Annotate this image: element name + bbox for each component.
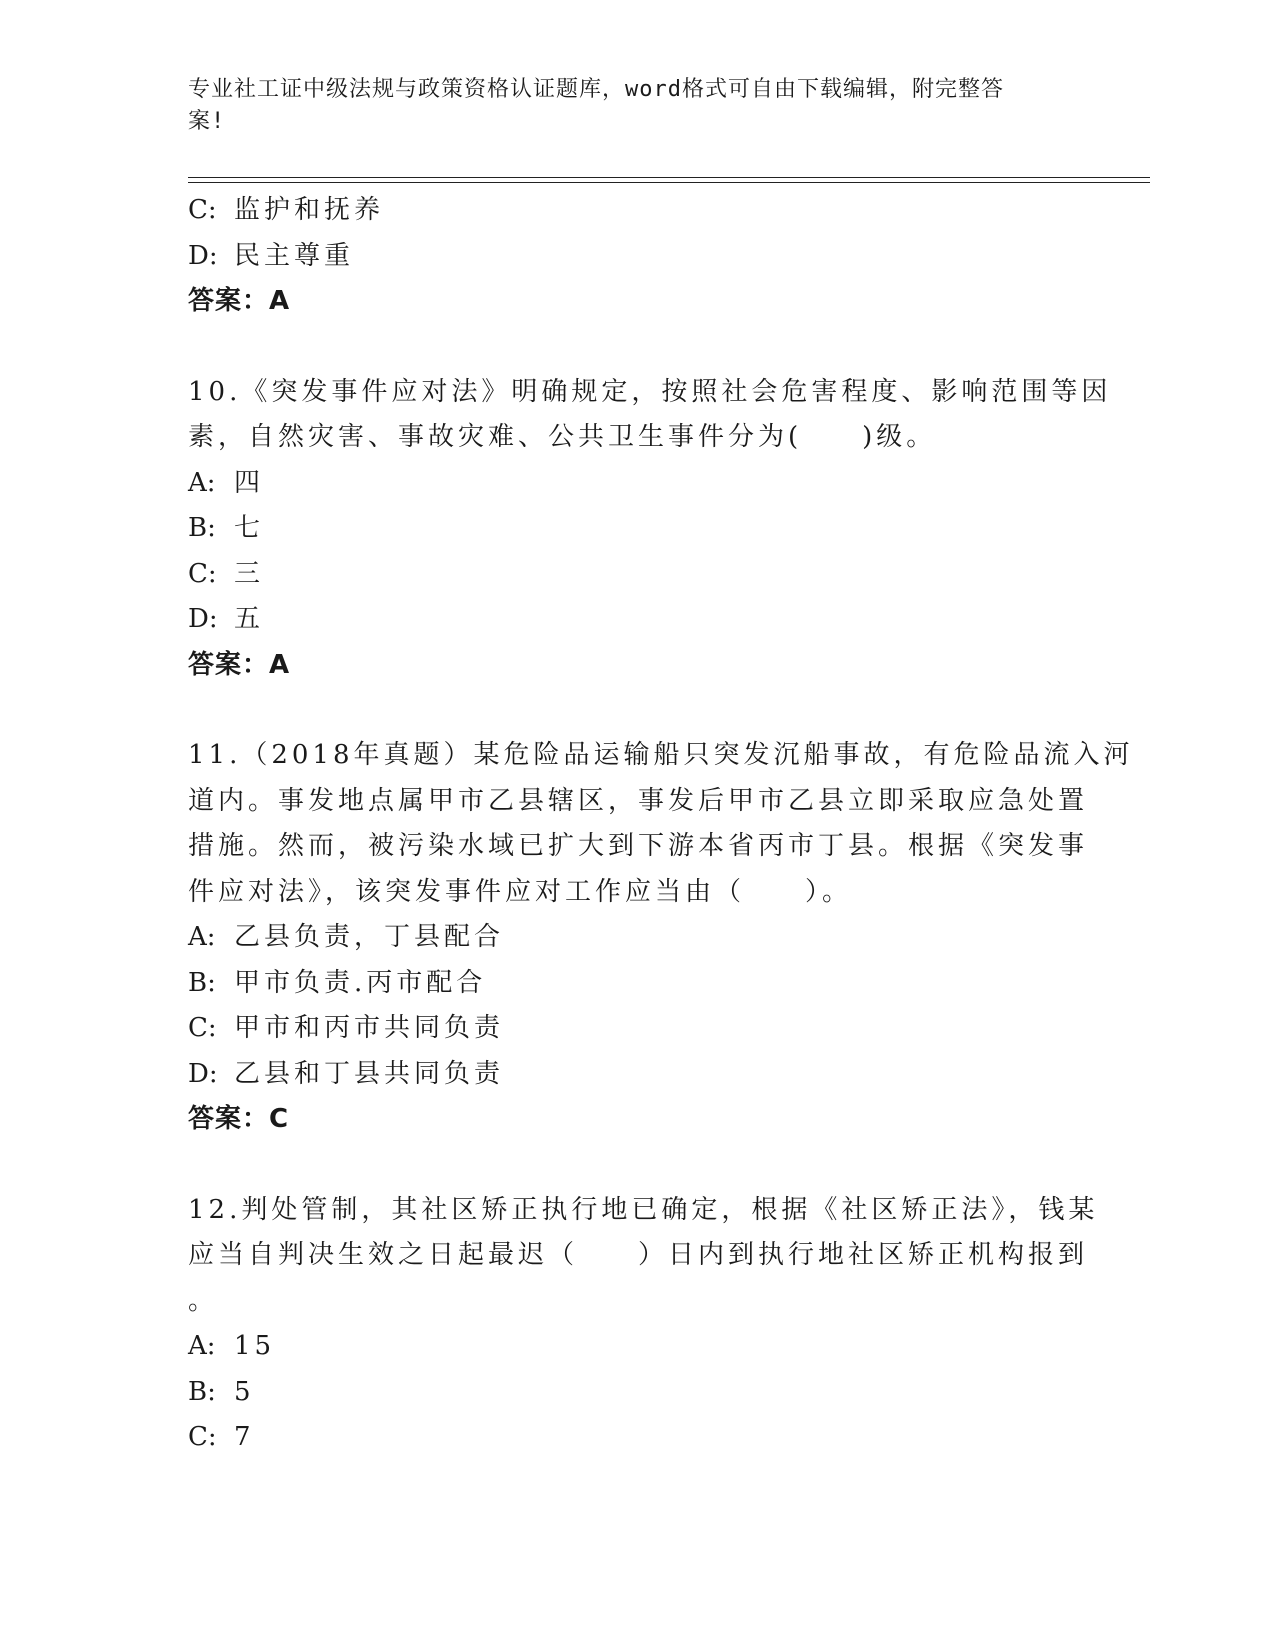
option-b: B: 甲市负责.丙市配合 bbox=[188, 967, 487, 998]
option-d: D: 乙县和丁县共同负责 bbox=[188, 1058, 505, 1089]
question-stem-line: 应当自判决生效之日起最迟（ ）日内到执行地社区矫正机构报到 bbox=[188, 1240, 1089, 1270]
question-list bbox=[188, 188, 1134, 1461]
question-10 bbox=[188, 370, 1112, 689]
option-c: C: 甲市和丙市共同负责 bbox=[188, 1013, 505, 1043]
question-stem-line: 11.（2018年真题）某危险品运输船只突发沉船事故，有危险品流入河 bbox=[188, 740, 1134, 770]
option-a: A: 四 bbox=[188, 467, 265, 498]
question-9-tail bbox=[188, 188, 1088, 325]
header-line: 专业社工证中级法规与政策资格认证题库，word格式可自由下载编辑，附完整答 bbox=[188, 77, 1004, 102]
option-b: B: 七 bbox=[188, 513, 265, 543]
option-d: D: 五 bbox=[188, 604, 265, 634]
header-divider bbox=[188, 182, 1150, 183]
option-c: C: 7 bbox=[188, 1422, 255, 1452]
answer-line: 答案：A bbox=[188, 649, 291, 680]
option-a: A: 15 bbox=[188, 1331, 276, 1361]
question-11 bbox=[188, 733, 1134, 1143]
option-a: A: 乙县负责，丁县配合 bbox=[188, 922, 505, 952]
option-d: D: 民主尊重 bbox=[188, 240, 355, 271]
answer-line: 答案：C bbox=[188, 1104, 290, 1134]
header-divider bbox=[188, 177, 1150, 178]
answer-line: 答案：A bbox=[188, 286, 291, 316]
question-12 bbox=[188, 1188, 1099, 1461]
question-stem-line: 。 bbox=[188, 1285, 219, 1316]
question-stem-line: 道内。事发地点属甲市乙县辖区，事发后甲市乙县立即采取应急处置 bbox=[188, 785, 1089, 816]
question-stem-line: 措施。然而，被污染水域已扩大到下游本省丙市丁县。根据《突发事 bbox=[188, 831, 1089, 861]
page-header bbox=[188, 74, 1068, 138]
option-b: B: 5 bbox=[188, 1376, 255, 1407]
question-stem-line: 12.判处管制，其社区矫正执行地已确定，根据《社区矫正法》，钱某 bbox=[188, 1194, 1099, 1225]
header-line: 案! bbox=[188, 109, 226, 134]
question-stem-line: 件应对法》，该突发事件应对工作应当由（ ）。 bbox=[188, 876, 853, 907]
question-stem-line: 素，自然灾害、事故灾难、公共卫生事件分为( )级。 bbox=[188, 422, 937, 452]
option-c: C: 三 bbox=[188, 558, 265, 589]
option-c: C: 监护和抚养 bbox=[188, 195, 385, 225]
question-stem-line: 10.《突发事件应对法》明确规定，按照社会危害程度、影响范围等因 bbox=[188, 376, 1112, 407]
